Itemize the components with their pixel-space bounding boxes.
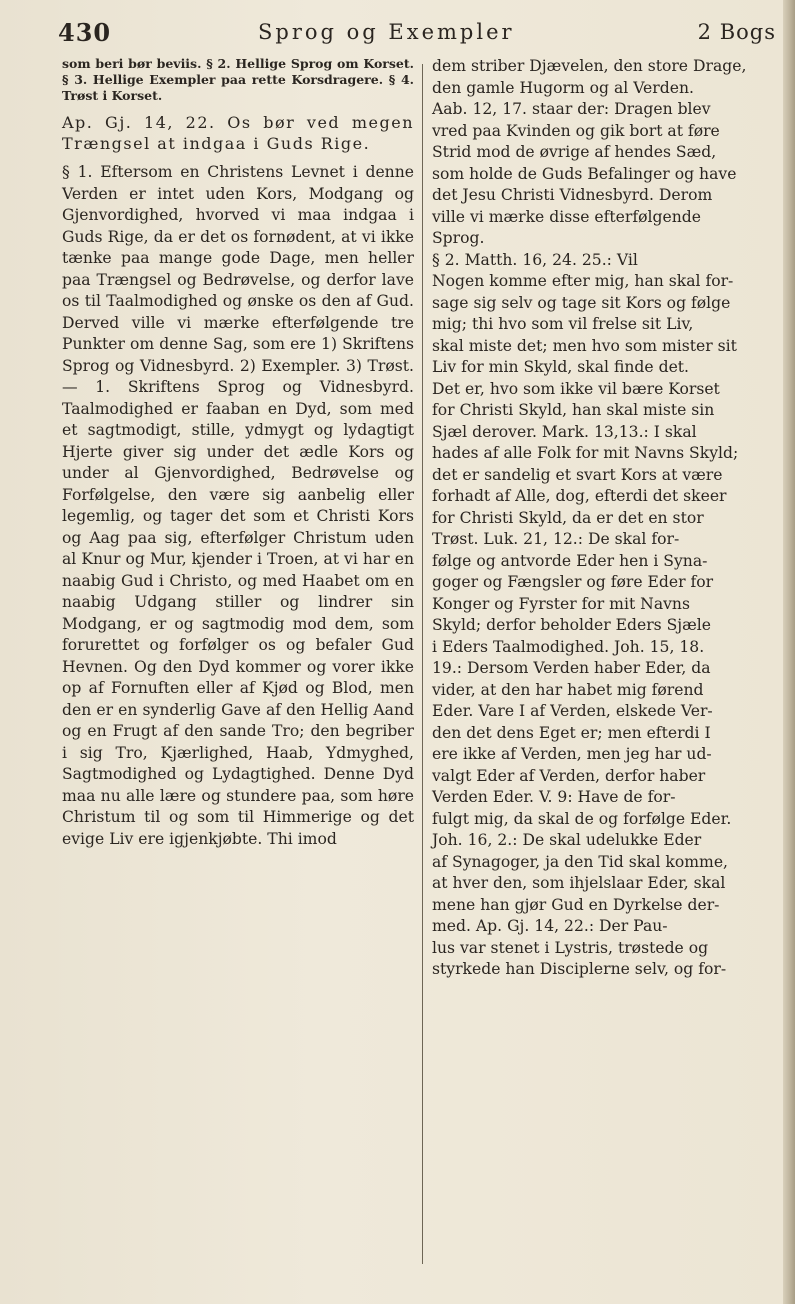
text-line: vider, at den har habet mig førend [432,680,704,699]
column-rule [422,64,423,1264]
page-header [58,18,778,52]
text-line: Skyld; derfor beholder Eders Sjæle [432,616,712,634]
text-line: Aab. 12, 17. staar der: Dragen blev [432,100,711,118]
text-line: Konger og Fyrster for mit Navns [432,594,690,613]
text-line: § 2. Matth. 16, 24. 25.: Vil [432,250,638,269]
left-column [62,56,414,850]
text-line: mig; thi hvo som vil frelse sit Liv, [432,315,694,333]
section-summary: som beri bør beviis. § 2. Hellige Sprog om Korset. § 3. Hellige Exempler paa rette Korsdragere. § 4. Trøst i Korset. [62,56,414,103]
text-line: som holde de Guds Befalinger og have [432,164,737,183]
text-line: Sprog. [432,229,485,247]
text-line: forhadt af Alle, dog, efterdi det skeer [432,487,727,505]
text-line: fulgt mig, da skal de og forfølge Eder. [432,809,732,828]
text-line: følge og antvorde Eder hen i Syna- [432,551,708,570]
page-number: 430 [58,18,112,47]
text-line: det Jesu Christi Vidnesbyrd. Derom [432,186,713,204]
text-line: ville vi mærke disse efterfølgende [432,207,701,226]
text-line: af Synagoger, ja den Tid skal komme, [432,852,729,871]
text-line: Sjæl derover. Mark. 13,13.: I skal [432,422,697,441]
text-line: dem striber Djævelen, den store Drage, [432,57,747,75]
text-line: goger og Fængsler og føre Eder for [432,573,714,591]
text-line: den det dens Eget er; men efterdi I [432,723,711,742]
text-line: styrkede han Disciplerne selv, og for- [432,960,727,978]
text-line: Nogen komme efter mig, han skal for- [432,272,734,290]
text-line: hades af alle Folk for mit Navns Skyld; [432,444,739,462]
text-line: det er sandelig et svart Kors at være [432,465,723,484]
text-line: Trøst. Luk. 21, 12.: De skal for- [432,530,680,548]
text-line: ere ikke af Verden, men jeg har ud- [432,745,712,763]
text-line: for Christi Skyld, han skal miste sin [432,401,715,419]
text-line: valgt Eder af Verden, derfor haber [432,766,706,785]
paragraph: § 1. Eftersom en Christens Levnet i denne Verden er intet uden Kors, Modgang og Gjenvordighed, hvorved vi maa indgaa i Guds Rige, da er det os fornødent, at vi ikke tænke paa mange gode Dage, men heller paa Trængsel og Bedrøvelse, og derfor lave os til Taalmodighed og ønske os den af Gud. Derved ville vi mærke efterfølgende tre Punkter om denne Sag, som ere 1) Skriftens Sprog og Vidnesbyrd. 2) Exempler. 3) Trøst. — 1. Skriftens Sprog og Vidnesbyrd. Taalmodighed er faaban en Dyd, som med et sagtmodigt, stille, ydmygt og lydagtigt Hjerte giver sig under det ædle Kors og under al Gjenvordighed, Bedrøvelse og Forfølgelse, den være sig aanbelig eller legemlig, og tager det som et Christi Kors og Aag paa sig, efterfølger Christum uden al Knur og Mur, kjender i Troen, at vi har en naabig Gud i Christo, og med Haabet om en naabig Udgang stiller og lindrer sin Modgang, er og sagtmodig mod dem, som forurettet og forfølger os og befaler Gud Hevnen. Og den Dyd kommer og vorer ikke op af Fornuften eller af Kjød og Blod, men den er en synderlig Gave af den Hellig Aand og en Frugt af den sande Tro; den begriber i sig Tro, Kjærlighed, Haab, Ydmyghed, Sagtmodighed og Lydagtighed. Denne Dyd maa nu alle lære og stundere paa, som høre Christum til og som til Himmerige og det evige Liv ere igjenkjøbte. Thi imod [62,163,414,848]
text-line: Strid mod de øvrige af hendes Sæd, [432,143,717,161]
running-title: Sprog og Exempler [258,20,515,44]
text-line: for Christi Skyld, da er det en stor [432,508,704,527]
text-line: i Eders Taalmodighed. Joh. 15, 18. [432,637,705,656]
text-line: lus var stenet i Lystris, trøstede og [432,938,709,957]
paragraph-continued [432,56,772,250]
text-line: Det er, hvo som ikke vil bære Korset [432,379,720,398]
paragraph [432,250,772,981]
text-line: mene han gjør Gud en Dyrkelse der- [432,895,720,914]
page-edge [783,0,795,1304]
text-line: Verden Eder. V. 9: Have de for- [432,788,676,806]
section-heading: Ap. Gj. 14, 22. Os bør ved megen Trængsel at indgaa i Guds Rige. [62,113,414,153]
text-line: Eder. Vare I af Verden, elskede Ver- [432,702,713,720]
text-line: sage sig selv og tage sit Kors og følge [432,293,731,312]
text-line: den gamle Hugorm og al Verden. [432,78,694,97]
text-line: Liv for min Skyld, skal finde det. [432,358,690,376]
text-line: at hver den, som ihjelslaar Eder, skal [432,874,726,892]
text-line: vred paa Kvinden og gik bort at føre [432,121,720,140]
text-line: skal miste det; men hvo som mister sit [432,336,737,355]
right-column [432,56,772,981]
text-line: Joh. 16, 2.: De skal udelukke Eder [432,831,702,849]
volume-marker: 2 Bogs [697,20,776,44]
text-line: med. Ap. Gj. 14, 22.: Der Pau- [432,917,668,935]
text-line: 19.: Dersom Verden haber Eder, da [432,659,711,677]
